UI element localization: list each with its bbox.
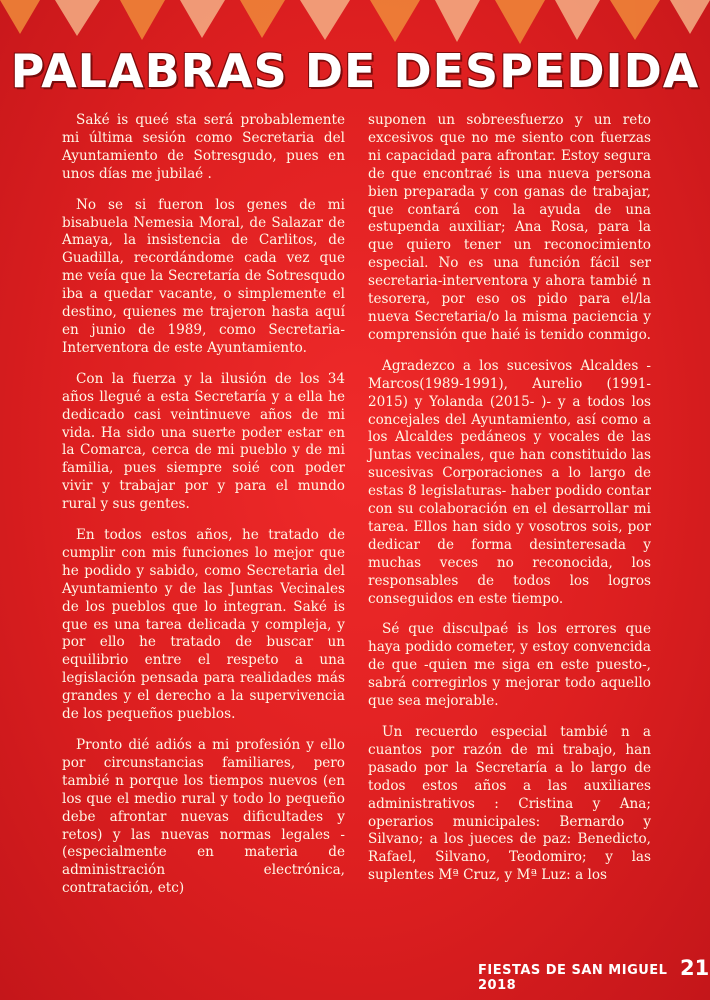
paragraph: Con la fuerza y la ilusión de los 34 años llegué a esta Secretaría y a ella he dedicado casi veintinueve años de mi vida. Ha sido una suerte poder estar en la Comarca, cerca de mi pueblo y de mi familia, pues siempre soié con poder vivir y trabajar por y para el mundo rural y sus gentes. [62, 370, 345, 513]
paragraph: Sé que disculpaé is los errores que haya podido cometer, y estoy convencida de que -quien me siga en este puesto-, sabrá corregirlos y mejorar todo aquello que sea mejorable. [368, 621, 651, 710]
magazine-footer: FIESTAS DE SAN MIGUEL 2018 [478, 963, 668, 993]
paragraph: Pronto dié adiós a mi profesión y ello por circunstancias familiares, pero tambié n porque los tiempos nuevos (en los que el medio rural y todo lo pequeño debe afrontar nuevas dificultades y retos) y las nuevas normas legales - (especialmente en materia de administración electrónica, contratación, etc) [62, 737, 345, 897]
page-title: PALABRAS DE DESPEDIDA [10, 44, 700, 98]
paragraph: No se si fueron los genes de mi bisabuela Nemesia Moral, de Salazar de Amaya, la insistencia de Carlitos, de Guadilla, recordándome cada vez que me veía que la Secretaría de Sotresqudo iba a quedar vacante, o simplemente el destino, quienes me trajeron hasta aquí en junio de 1989, como Secretaria-Interventora de este Ayuntamiento. [62, 196, 345, 356]
paragraph: En todos estos años, he tratado de cumplir con mis funciones lo mejor que he podido y sabido, como Secretaria del Ayuntamiento y de las Juntas Vecinales de los pueblos que lo integran. Saké is que es una tarea delicada y compleja, y por ello he tratado de buscar un equilibrio entre el respeto a una legislación pensada para realidades más grandes y el derecho a la supervivencia de los pequeños pueblos. [62, 527, 345, 723]
paragraph: Saké is queé sta será probablemente mi última sesión como Secretaria del Ayuntamiento de Sotresgudo, pues en unos días me jubilaé . [62, 112, 345, 182]
paragraph: Agradezco a los sucesivos Alcaldes - Marcos(1989-1991), Aurelio (1991-2015) y Yolanda (2015- )- y a todos los concejales del Ayuntamiento, así como a los Alcaldes pedáneos y vocales de las Juntas vecinales, que han constituido las sucesivas Corporaciones a lo largo de estas 8 legislaturas- haber podido contar con su colaboración en el desarrollar mi tarea. Ellos han sido y vosotros sois, por dedicar de forma desinteresada y muchas veces no reconocida, los responsables de todos los logros conseguidos en este tiempo. [368, 357, 651, 607]
right-text-column [368, 112, 651, 898]
paragraph: suponen un sobreesfuerzo y un reto excesivos que no me siento con fuerzas ni capacidad para afrontar. Estoy segura de que encontraé is una nueva persona bien preparada y con ganas de trabajar, que contará con la ayuda de una estupenda auxiliar; Ana Rosa, para la que quiero tener un reconocimiento especial. No es una función fácil ser secretaria-interventora y ahora tambié n tesorera, por eso os pido para el/la nueva Secretaria/o la misma paciencia y comprensión que haié is tenido conmigo. [368, 112, 651, 343]
left-text-column [62, 112, 345, 911]
paragraph: Un recuerdo especial tambié n a cuantos por razón de mi trabajo, han pasado por la Secretaría a lo largo de todos estos años a las auxiliares administrativos : Cristina y Ana; operarios municipales: Bernardo y Silvano; a los jueces de paz: Benedicto, Rafael, Silvano, Teodomiro; y las suplentes Mª Cruz, y Mª Luz: a los [368, 724, 651, 884]
page-number: 21 [680, 956, 710, 980]
